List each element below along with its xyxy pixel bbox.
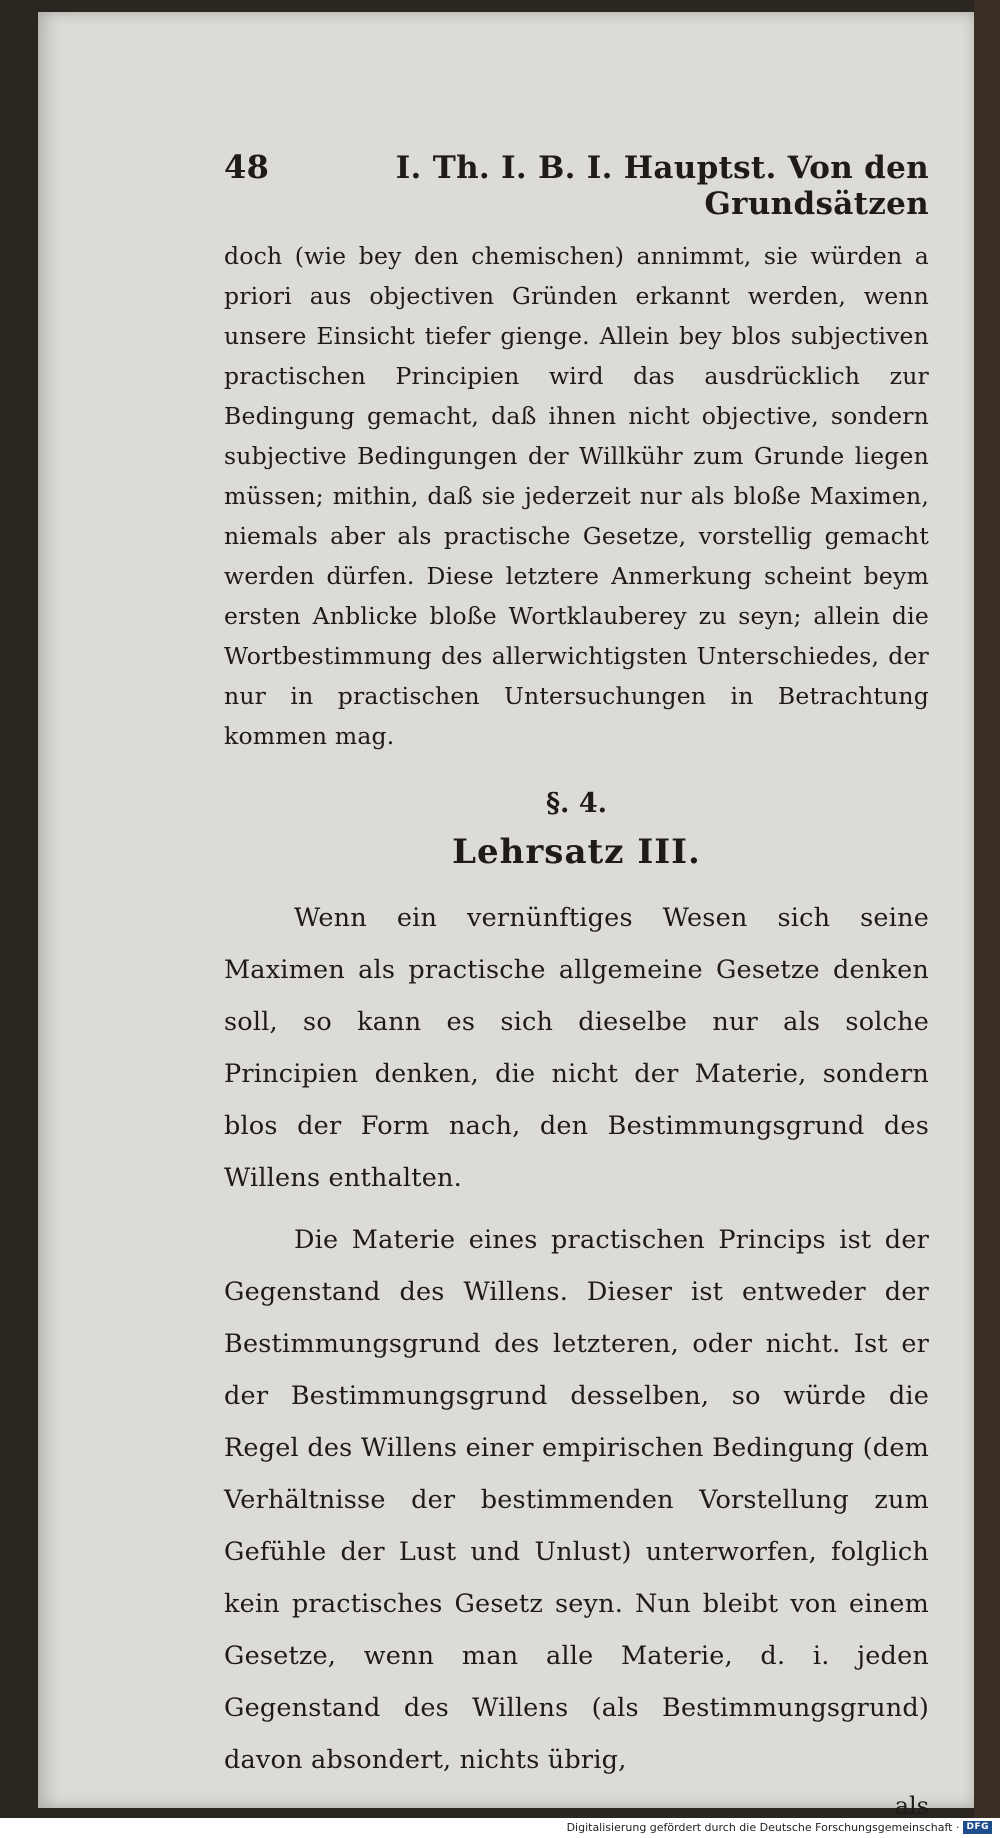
- theorem-text: Wenn ein vernünftiges Wesen sich seine Maximen als practische allgemeine Gesetze denken soll, so kann es sich dieselbe nur als solche Principien denken, die nicht der Materie, sondern blos der Form nach, den Bestimmungsgrund des Willens enthalten.: [224, 903, 929, 1193]
- dfg-logo: DFG: [963, 1821, 992, 1834]
- running-head: [224, 148, 929, 222]
- credit-text: Digitalisierung gefördert durch die Deutsche Forschungsgemeinschaft ·: [566, 1820, 960, 1834]
- section-number: §. 4.: [545, 788, 608, 819]
- page-edge-band: [974, 0, 1000, 1818]
- page-text: [224, 148, 929, 1826]
- digitization-credit: [567, 1818, 992, 1836]
- page-number: 48: [224, 148, 270, 186]
- paragraph-2: Die Materie eines practischen Princips ist der Gegenstand des Willens. Dieser ist entweder der Bestimmungsgrund des letzteren, oder nicht. Ist er der Bestimmungsgrund desselben, so würde die Regel des Willens einer empirischen Bedingung (dem Verhältnisse der bestimmenden Vorstellung zum Gefühle der Lust und Unlust) unterworfen, folglich kein practisches Gesetz seyn. Nun bleibt von einem Gesetze, wenn man alle Materie, d. i. jeden Gegenstand des Willens (als Bestimmungsgrund) davon absondert, nichts übrig,: [224, 1225, 929, 1775]
- section-title: Lehrsatz III.: [452, 832, 701, 872]
- catchword: als: [894, 1792, 929, 1820]
- paragraph-1: doch (wie bey den chemischen) annimmt, sie würden a priori aus objectiven Gründen erkannt werden, wenn unsere Einsicht tiefer gienge. Allein bey blos subjectiven practischen Principien wird das ausdrücklich zur Bedingung gemacht, daß ihnen nicht objective, sondern subjective Bedingungen der Willkühr zum Grunde liegen müssen; mithin, daß sie jederzeit nur als bloße Maximen, niemals aber als practische Gesetze, vorstellig gemacht werden dürfen. Diese letztere Anmerkung scheint beym ersten Anblicke bloße Wortklauberey zu seyn; allein die Wortbestimmung des allerwichtigsten Unterschiedes, der nur in practischen Untersuchungen in Betrachtung kommen mag.: [224, 242, 929, 750]
- running-head-title: I. Th. I. B. I. Hauptst. Von den Grundsätzen: [395, 150, 929, 222]
